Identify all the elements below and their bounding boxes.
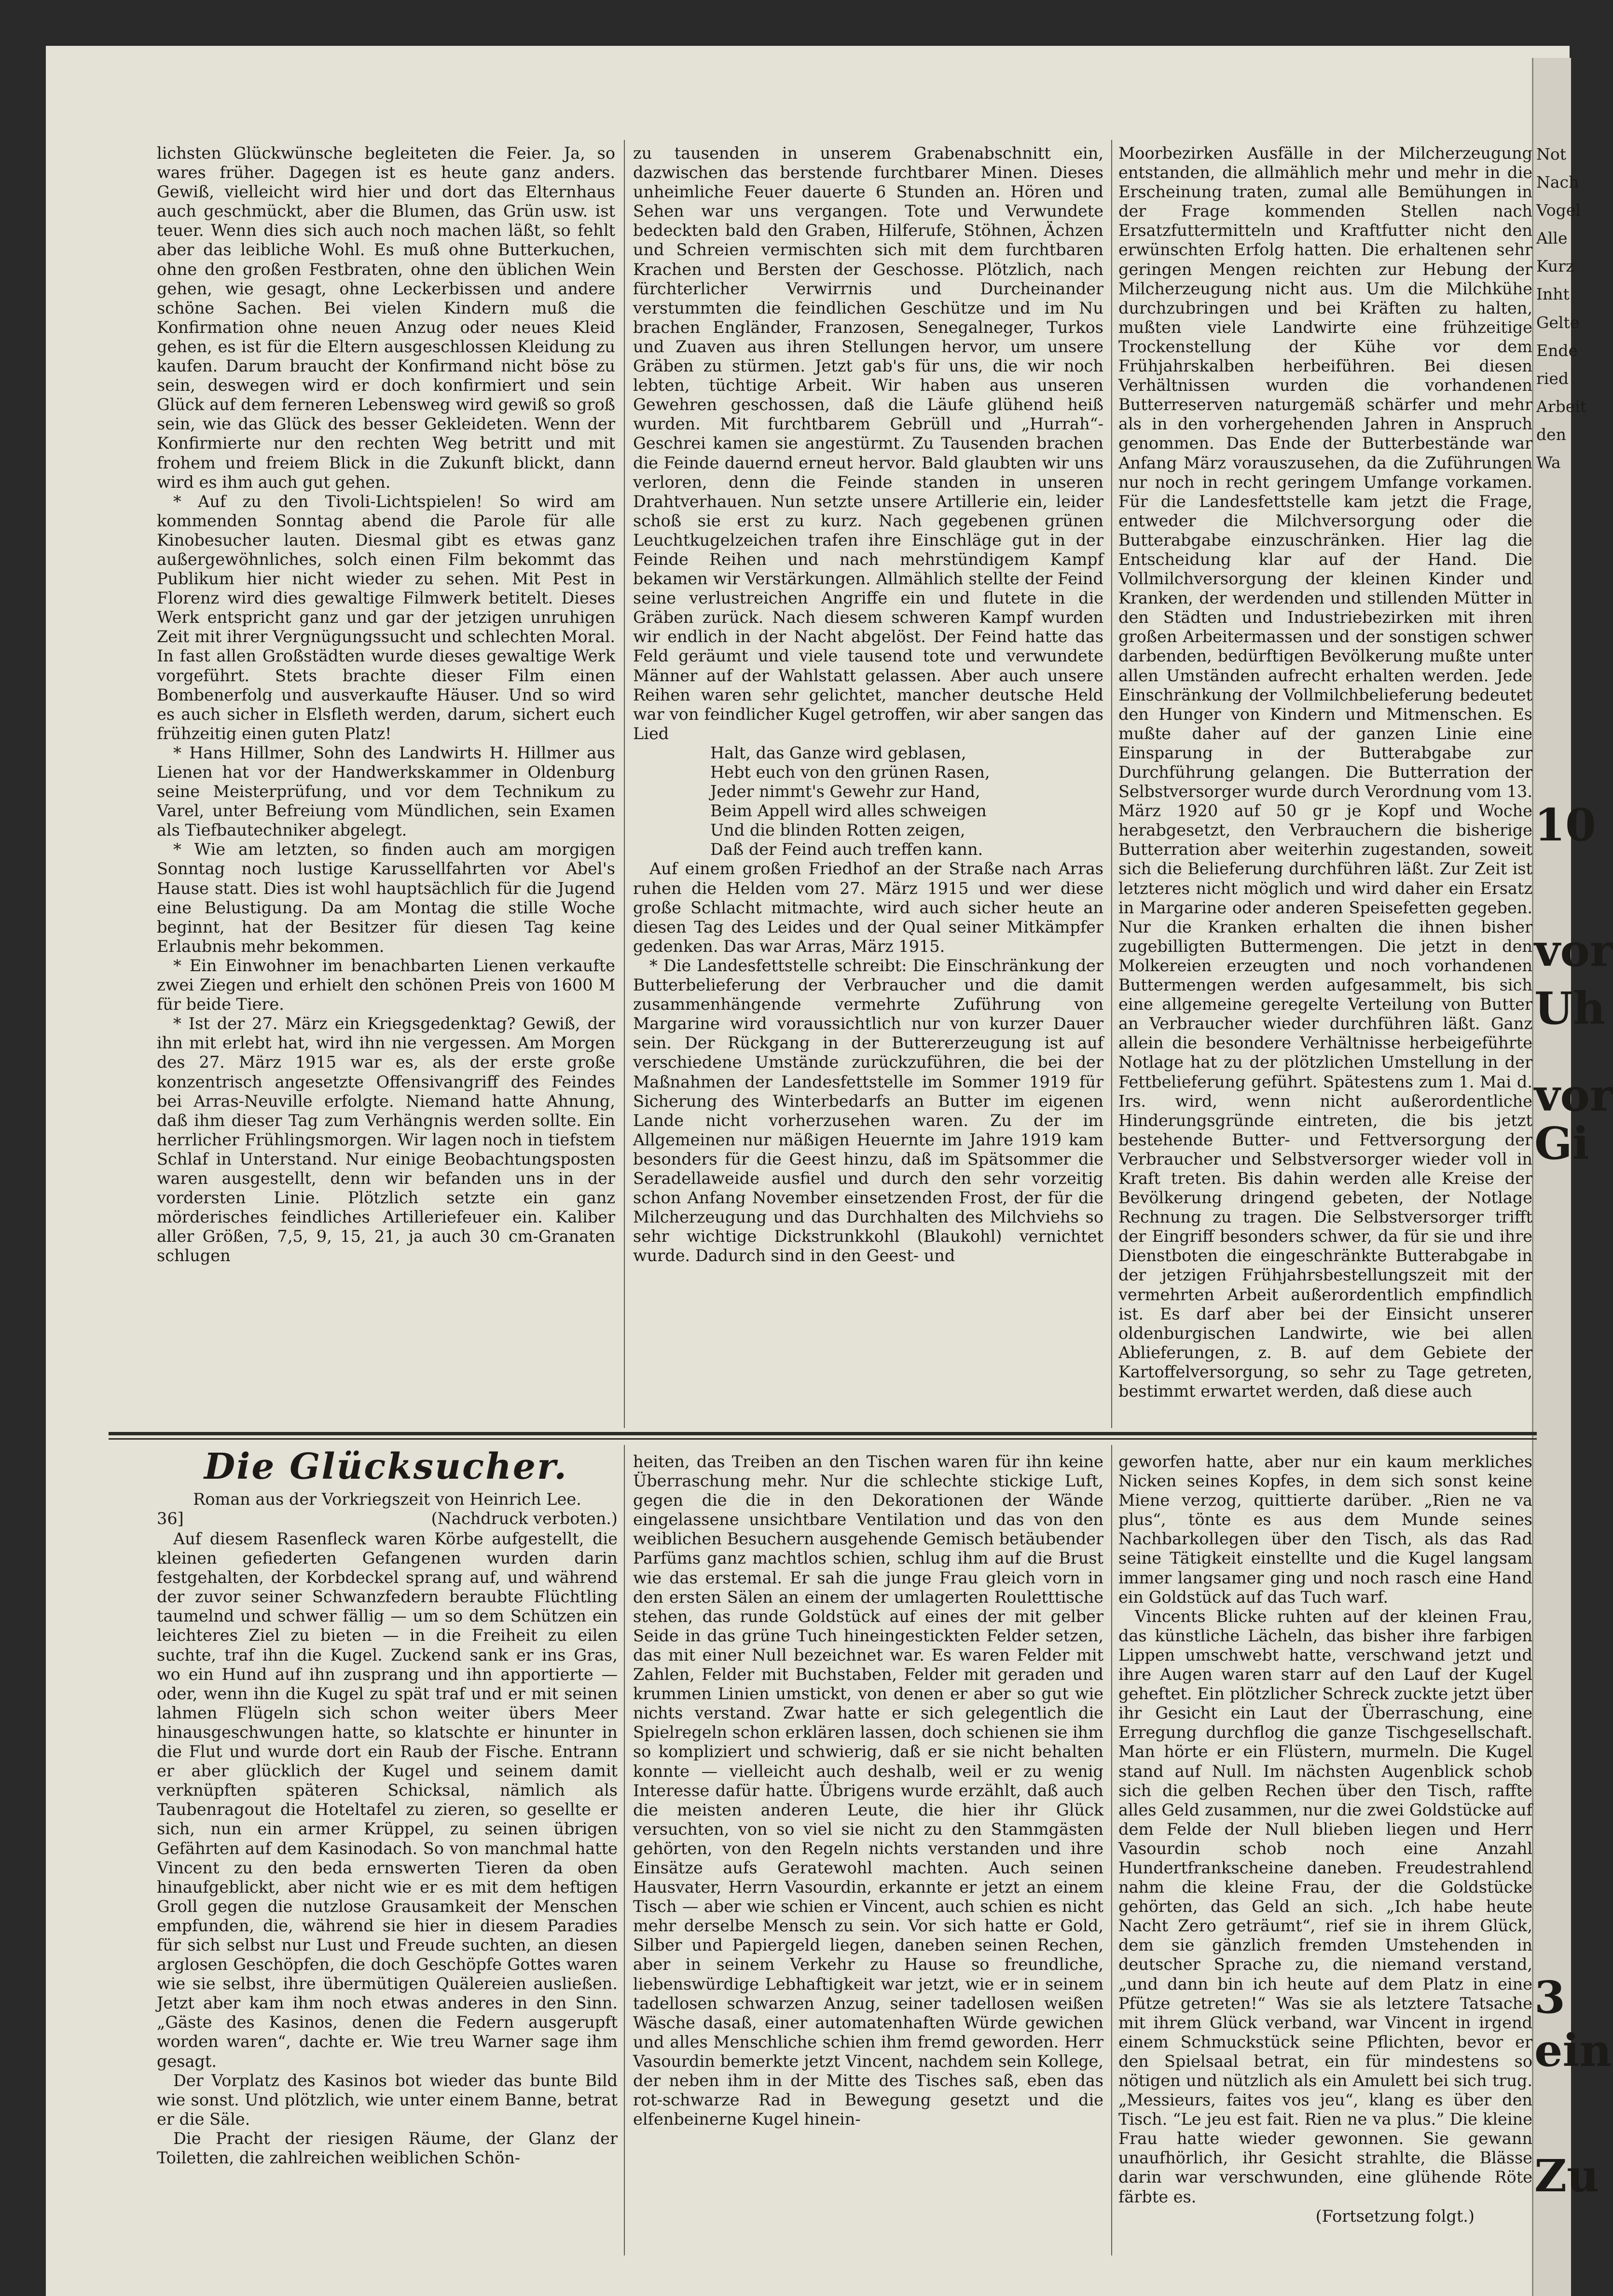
song-verse-line: Jeder nimmt's Gewehr zur Hand, [710,782,980,801]
reprint-notice: (Nachdruck verboten.) [431,1509,618,1528]
continuation-note: (Fortsetzung folgt.) [1315,2206,1475,2226]
edge-mark: 3 [1534,1971,1566,2023]
article-paragraph: Auf einem großen Friedhof an der Straße nach Arras ruhen die Helden vom 27. März 1915 und wer diese große Schlacht mitmachte, wird auch sicher heute an diesen Tag des Leides und der Qual seiner Mitkämpfer gedenken. Das war Arras, März 1915. [633,859,1103,956]
song-verse-line: Hebt euch von den grünen Rasen, [710,763,990,782]
edge-fragment: Not [1536,145,1567,164]
article-paragraph: * Wie am letzten, so finden auch am morgigen Sonntag noch lustige Karussellfahrten vor Abel's Hause statt. Dies ist wohl hauptsächlich für die Jugend eine Belustigung. Da am Montag die stille Woche beginnt, hat der Besitzer für diesen Tag keine Erlaubnis mehr bekommen. [157,840,615,956]
edge-mark: ein [1534,2024,1612,2076]
edge-mark: vor [1534,1069,1613,1121]
edge-fragment: Vogel [1536,201,1581,220]
article-paragraph: * Hans Hillmer, Sohn des Landwirts H. Hillmer aus Lienen hat vor der Handwerkskammer in Oldenburg seine Meisterprüfung, und vor dem Technikum zu Varel, unter Befreiung vom Mündlichen, sein Examen als Tiefbautechniker abgelegt. [157,743,615,840]
feuilleton-title: Die Glücksucher. [204,1446,568,1487]
article-paragraph: * Die Landesfettstelle schreibt: Die Einschränkung der Butterbelieferung der Verbraucher und die damit zusammenhängende vermehrte Zuführung von Margarine wird voraussichtlich nur von kurzer Dauer sein. Der Rückgang in der Buttererzeugung ist auf verschiedene Umstände zurückzuführen, die bei der Maßnahmen der Landesfettstelle im Sommer 1919 für Sicherung des Winterbedarfs an Butter im eigenen Lande nicht vorherzusehen waren. Zu der im Allgemeinen nur mäßigen Heuernte im Jahre 1919 kam besonders für die Geest hinzu, daß im Spätsommer die Seradellaweide ausfiel und durch den sehr vorzeitig schon Anfang November einsetzenden Frost, der für die Milcherzeugung und das Durchhalten des Milchviehs so sehr wichtige Dickstrunkkohl (Blaukohl) vernichtet wurde. Dadurch sind in den Geest- und [633,956,1103,1265]
novel-paragraph: geworfen hatte, aber nur ein kaum merkliches Nicken seines Kopfes, in dem sich sonst keine Miene verzog, quittierte darüber. „Rien ne va plus“, tönte es aus dem Munde seines Nachbarkollegen über den Tisch, als das Rad seine Tätigkeit einstellte und die Kugel langsam immer langsamer ging und noch rasch eine Hand ein Goldstück auf das Tuch warf. [1118,1452,1532,1607]
article-column-3 [1118,144,1532,1427]
edge-fragment: Kurz [1536,257,1574,276]
novel-paragraph: Der Vorplatz des Kasinos bot wieder das bunte Bild wie sonst. Und plötzlich, wie unter einem Banne, betrat er die Säle. [157,2071,618,2129]
edge-mark: 10 [1534,799,1597,851]
edge-mark: Zu [1534,2150,1599,2202]
feuilleton-column-1 [157,1529,618,2253]
article-paragraph: * Ein Einwohner im benachbarten Lienen verkaufte zwei Ziegen und erhielt den schönen Preis von 1600 M für beide Tiere. [157,956,615,1014]
section-rule [109,1432,1537,1440]
song-verse-line: Daß der Feind auch treffen kann. [710,840,983,859]
song-verse-line: Halt, das Ganze wird geblasen, [710,743,966,762]
novel-paragraph: Auf diesem Rasenfleck waren Körbe aufgestellt, die kleinen gefiederten Gefangenen wurden darin festgehalten, der Korbdeckel sprang auf, und während der zuvor seiner Schwanzfedern beraubte Flüchtling taumelnd und schwer fällig — um so dem Schützen ein leichteres Ziel zu bieten — in die Freiheit zu eilen suchte, traf ihn die Kugel. Zuckend sank er ins Gras, wo ein Hund auf ihn zusprang und ihn apportierte — oder, wenn ihn die Kugel zu spät traf und er mit seinen lahmen Flügeln sich schon weiter übers Meer hinausgeschwungen hatte, so klatschte er hinunter in die Flut und wurde dort ein Raub der Fische. Entrann er aber glücklich der Kugel und seinem damit verknüpften späteren Schicksal, nämlich als Taubenragout die Hoteltafel zu zieren, so gesellte er sich, nun ein armer Krüppel, zu seinen übrigen Gefährten auf dem Kasinodach. So von manchmal hatte Vincent zu den beda ernswerten Tieren da oben hinaufgeblickt, aber nicht wie er es mit dem heftigen Groll gegen die nutzlose Grausamkeit der Menschen empfunden, die, während sie hier in diesem Paradies für sich selbst nur Lust und Freude suchten, an diesen arglosen Geschöpfen, die doch Geschöpfe Gottes waren wie sie selbst, ihre übermütigen Quälereien ausließen. Jetzt aber kam ihm noch etwas anderes in den Sinn. „Gäste des Kasinos, denen die Federn ausgerupft worden waren“, dachte er. Wie treu Warner sage ihm gesagt. [157,1529,618,2071]
edge-mark: vor [1534,924,1613,976]
column-divider [624,1445,625,2255]
column-divider [1111,140,1112,1428]
feuilleton-subtitle: Roman aus der Vorkriegszeit von Heinrich Lee. [193,1490,581,1509]
song-verse-line: Und die blinden Rotten zeigen, [710,821,965,840]
article-paragraph: zu tausenden in unserem Grabenabschnitt ein, dazwischen das berstende furchtbarer Minen. Dieses unheimliche Feuer dauerte 6 Stunden an. Hören und Sehen war uns vergangen. Tote und Verwundete bedeckten bald den Graben, Hilferufe, Stöhnen, Ächzen und Schreien vermischten sich mit dem furchtbaren Krachen und Bersten der Geschosse. Plötzlich, nach fürchterlicher Verwirrnis und Durcheinander verstummten die feindlichen Geschütze und im Nu brachen Engländer, Franzosen, Senegalneger, Turkos und Zuaven aus ihren Stellungen hervor, um unsere Gräben zu stürmen. Jetzt gab's für uns, die wir noch lebten, tüchtige Arbeit. Wir haben aus unseren Gewehren geschossen, daß die Läufe glühend heiß wurden. Mit furchtbarem Gebrüll und „Hurrah“-Geschrei kamen sie angestürmt. Zu Tausenden brachen die Feinde dauernd erneut hervor. Bald glaubten wir uns verloren, denn die Feinde standen in unseren Drahtverhauen. Nun setzte unsere Artillerie ein, leider schoß sie erst zu kurz. Nach gegebenen grünen Leuchtkugelzeichen trafen ihre Einschläge gut in der Feinde Reihen und nach mehrstündigem Kampf bekamen wir Verstärkungen. Allmählich stellte der Feind seine verlustreichen Angriffe ein und flutete in die Gräben zurück. Nach diesem schweren Kampf wurden wir endlich in der Nacht abgelöst. Der Feind hatte das Feld geräumt und viele tausend tote und verwundete Männer auf der Wahlstatt gelassen. Aber auch unsere Reihen waren sehr gelichtet, mancher deutsche Held war von feindlicher Kugel getroffen, wir aber sangen das Lied [633,144,1103,743]
edge-fragment: Arbeit [1536,397,1587,416]
feuilleton-column-3 [1118,1452,1532,2253]
edge-fragment: den [1536,425,1566,444]
feuilleton-column-2 [633,1452,1103,2253]
installment-number: 36] [157,1509,184,1528]
column-divider [1111,1445,1112,2255]
next-page-edge [1532,58,1613,2296]
article-paragraph: * Auf zu den Tivoli-Lichtspielen! So wird am kommenden Sonntag abend die Parole für alle Kinobesucher lauten. Diesmal gibt es etwas ganz außergewöhnliches, solch einen Film bekommt das Publikum hier nicht wieder zu sehen. Mit Pest in Florenz wird dies gewaltige Filmwerk betitelt. Dieses Werk entspricht ganz und gar der jetzigen unruhigen Zeit mit ihrer Vergnügungssucht und schlechten Moral. In fast allen Großstädten wurde dieses gewaltige Werk vorgeführt. Stets brachte dieser Film einen Bombenerfolg und ausverkaufte Häuser. Und so wird es auch sicher in Elsfleth werden, darum, sichert euch frühzeitig einen guten Platz! [157,492,615,743]
article-column-1 [157,144,615,1427]
edge-fragment: Gelte [1536,313,1580,332]
edge-mark: Uh [1534,982,1606,1034]
article-paragraph: * Ist der 27. März ein Kriegsgedenktag? Gewiß, der ihn mit erlebt hat, wird ihn nie vergessen. Am Morgen des 27. März 1915 war es, als der erste große konzentrisch angesetzte Offensivangriff des Feindes bei Arras-Neuville erfolgte. Niemand hatte Ahnung, daß ihm dieser Tag zum Verhängnis werden sollte. Ein herrlicher Frühlingsmorgen. Wir lagen noch in tiefstem Schlaf in Unterstand. Nur einige Beobachtungsposten waren ausgestellt, denn wir befanden uns in der vordersten Linie. Plötzlich setzte ein ganz mörderisches feindliches Artilleriefeuer ein. Kaliber aller Größen, 7,5, 9, 15, 21, ja auch 30 cm-Granaten schlugen [157,1014,615,1265]
article-paragraph: Moorbezirken Ausfälle in der Milcherzeugung entstanden, die allmählich mehr und mehr in die Erscheinung traten, zumal alle Bemühungen in der Frage kommenden Stellen nach Ersatzfuttermitteln und Kraftfutter nicht den erwünschten Erfolg hatten. Die erhaltenen sehr geringen Mengen reichten zur Hebung der Milcherzeugung nicht aus. Um die Milchkühe durchzubringen und bei Kräften zu halten, mußten viele Landwirte eine frühzeitige Trockenstellung der Kühe vor dem Frühjahrskalben herbeiführen. Bei diesen Verhältnissen wurden die vorhandenen Butterreserven naturgemäß schärfer und mehr als in den vorhergehenden Jahren in Anspruch genommen. Das Ende der Butterbestände war Anfang März vorauszusehen, da die Zuführungen nur noch in recht geringem Umfange vorkamen. Für die Landesfettstelle kam jetzt die Frage, entweder die Milchversorgung oder die Butterabgabe einzuschränken. Hier lag die Entscheidung klar auf der Hand. Die Vollmilchversorgung der kleinen Kinder und Kranken, der werdenden und stillenden Mütter in den Städten und Industriebezirken mit ihren großen Arbeitermassen und der sonstigen schwer darbenden, bedürftigen Bevölkerung mußte unter allen Umständen aufrecht erhalten werden. Jede Einschränkung der Vollmilchbelieferung bedeutet den Hunger von Kindern und Mitmenschen. Es mußte daher auf der ganzen Linie eine Einsparung in der Butterabgabe zur Durchführung gelangen. Die Butterration der Selbstversorger wurde durch Verordnung vom 13. März 1920 auf 50 gr je Kopf und Woche herabgesetzt, den Verbrauchern die bisherige Butterration aber weiterhin zugestanden, soweit sich die Belieferung durchführen läßt. Zur Zeit ist letzteres nicht möglich und wird daher ein Ersatz in Margarine oder anderen Speisefetten gegeben. Nur die Kranken erhalten die ihnen bisher zugebilligten Buttermengen. Die jetzt in den Molkereien erzeugten und noch vorhandenen Buttermengen werden aufgesammelt, bis sich eine allgemeine geregelte Verteilung von Butter an Verbraucher wieder durchführen läßt. Ganz allein die besondere Verhältnisse herbeigeführte Notlage hat zu der plötzlichen Umstellung in der Fettbelieferung geführt. Spätestens zum 1. Mai d. Irs. wird, wenn nicht außerordentliche Hinderungsgründe eintreten, die bis jetzt bestehende Butter- und Fettversorgung der Verbraucher und Selbstversorger wieder voll in Kraft treten. Bis dahin werden alle Kreise der Bevölkerung dringend gebeten, der Notlage Rechnung zu tragen. Die Selbstversorger trifft der Eingriff besonders schwer, da für sie und ihre Dienstboten die eingeschränkte Butterabgabe in der jetzigen Frühjahrsbestellungszeit mit der vermehrten Arbeit außerordentlich empfindlich ist. Es darf aber bei der Einsicht unserer oldenburgischen Landwirte, wie bei allen Ablieferungen, z. B. auf dem Gebiete der Kartoffelversorgung, so sehr zu Tage getreten, bestimmt erwartet werden, daß diese auch [1118,144,1532,1401]
edge-fragment: Alle [1536,229,1568,248]
novel-paragraph: heiten, das Treiben an den Tischen waren für ihn keine Überraschung mehr. Nur die schlechte stickige Luft, gegen die die in den Dekorationen der Wände eingelassene unsichtbare Ventilation und das von den weiblichen Besuchern ausgehende Gemisch betäubender Parfüms ganz machtlos schien, schlug ihm auf die Brust wie das erstemal. Er sah die junge Frau gleich vorn in den ersten Sälen an einem der umlagerten Rouletttische stehen, das runde Goldstück auf eines der mit gelber Seide in das grüne Tuch hineingestickten Felder setzen, das mit einer Null bezeichnet war. Es waren Felder mit Zahlen, Felder mit Buchstaben, Felder mit geraden und krummen Linien umstickt, von denen er aber so gut wie nichts verstand. Zwar hatte er sich gelegentlich die Spielregeln schon erklären lassen, doch schienen sie ihm so kompliziert und schwierig, daß er sie nicht behalten konnte — vielleicht auch deshalb, weil er zu wenig Interesse dafür hatte. Übrigens wurde erzählt, daß auch die meisten anderen Leute, die hier ihr Glück versuchten, von so viel sie nicht zu den Stammgästen gehörten, von den Regeln nichts verstanden und ihre Einsätze aufs Geratewohl machten. Auch seinen Hausvater, Herrn Vasourdin, erkannte er jetzt an einem Tisch — aber wie schien er Vincent, auch schien es nicht mehr derselbe Mensch zu sein. Vor sich hatte er Gold, Silber und Papiergeld liegen, daneben seinen Rechen, aber in seinem Verkehr zu Hause so freundliche, liebenswürdige Lebhaftigkeit war jetzt, wie er in seinem tadellosen schwarzen Anzug, seiner tadellosen weißen Wäsche dasaß, einer automatenhaften Würde gewichen und alles Menschliche schien ihm fremd geworden. Herr Vasourdin bemerkte jetzt Vincent, nachdem sein Kollege, der neben ihm in der Mitte des Tisches saß, eben das rot-schwarze Rad in Bewegung gesetzt und die elfenbeinerne Kugel hinein- [633,1452,1104,2129]
song-verse-line: Beim Appell wird alles schweigen [710,801,987,821]
column-divider [624,140,625,1428]
edge-text [1536,145,1586,481]
edge-fragment: Ende [1536,341,1578,360]
feuilleton-meta [157,1509,618,1528]
edge-fragment: Nach [1536,173,1579,192]
article-paragraph: lichsten Glückwünsche begleiteten die Feier. Ja, so wares früher. Dagegen ist es heute ganz anders. Gewiß, vielleicht wird hier und dort das Elternhaus auch geschmückt, aber die Blumen, das Grün usw. ist teuer. Wenn dies sich auch noch machen läßt, so fehlt aber das leibliche Wohl. Es muß ohne Butterkuchen, ohne den großen Festbraten, ohne den üblichen Wein gehen, wie gesagt, ohne Leckerbissen und andere schöne Sachen. Bei vielen Kindern muß die Konfirmation ohne neuen Anzug oder neues Kleid gehen, es ist für die Eltern ausgeschlossen Kleidung zu kaufen. Darum braucht der Konfirmand nicht böse zu sein, deswegen wird er doch konfirmiert und sein Glück auf dem ferneren Lebensweg wird gewiß so groß sein, wie das Glück des besser Gekleideten. Wenn der Konfirmierte nur den rechten Weg betritt und mit frohem und freiem Blick in die Zukunft blickt, dann wird es ihm auch gut gehen. [157,144,615,492]
article-column-2 [633,144,1103,1427]
edge-mark: Gi [1534,1117,1589,1169]
edge-fragment: Inht [1536,285,1570,304]
novel-paragraph: Vincents Blicke ruhten auf der kleinen Frau, das künstliche Lächeln, das bisher ihre farbigen Lippen umschwebt hatte, verschwand jetzt und ihre Augen waren starr auf den Lauf der Kugel geheftet. Ein plötzlicher Schreck zuckte jetzt über ihr Gesicht ein Laut der Überraschung, eine Erregung durchflog die ganze Tischgesellschaft. Man hörte er ein Flüstern, murmeln. Die Kugel stand auf Null. Im nächsten Augenblick schob sich die gelben Rechen über den Tisch, raffte alles Geld zusammen, nur die zwei Goldstücke auf dem Felde der Null blieben liegen und Herr Vasourdin schob noch eine Anzahl Hundertfrankscheine daneben. Freudestrahlend nahm die kleine Frau, der die Goldstücke gehörten, das Geld an sich. „Ich habe heute Nacht Zero geträumt“, rief sie in ihrem Glück, dem sie gänzlich fremden Umstehenden in deutscher Sprache zu, die niemand verstand, „und dann bin ich heute auf dem Platz in eine Pfütze getreten!“ Was sie als letztere Tatsache mit ihrem Glück verband, war Vincent in irgend einem Schmuckstück seine Pflichten, bevor er den Spielsaal betrat, ein für mindestens so nötigen und nützlich als ein Amulett bei sich trug. „Messieurs, faites vos jeu“, klang es über den Tisch. “Le jeu est fait. Rien ne va plus.” Die kleine Frau hatte wieder gewonnen. Sie gewann unaufhörlich, ihr Gesicht strahlte, die Blässe darin war verschwunden, eine glühende Röte färbte es. [1118,1607,1532,2206]
edge-fragment: Wa [1536,453,1561,472]
novel-paragraph: Die Pracht der riesigen Räume, der Glanz der Toiletten, die zahlreichen weiblichen Schön- [157,2129,618,2167]
edge-fragment: ried [1536,369,1569,388]
